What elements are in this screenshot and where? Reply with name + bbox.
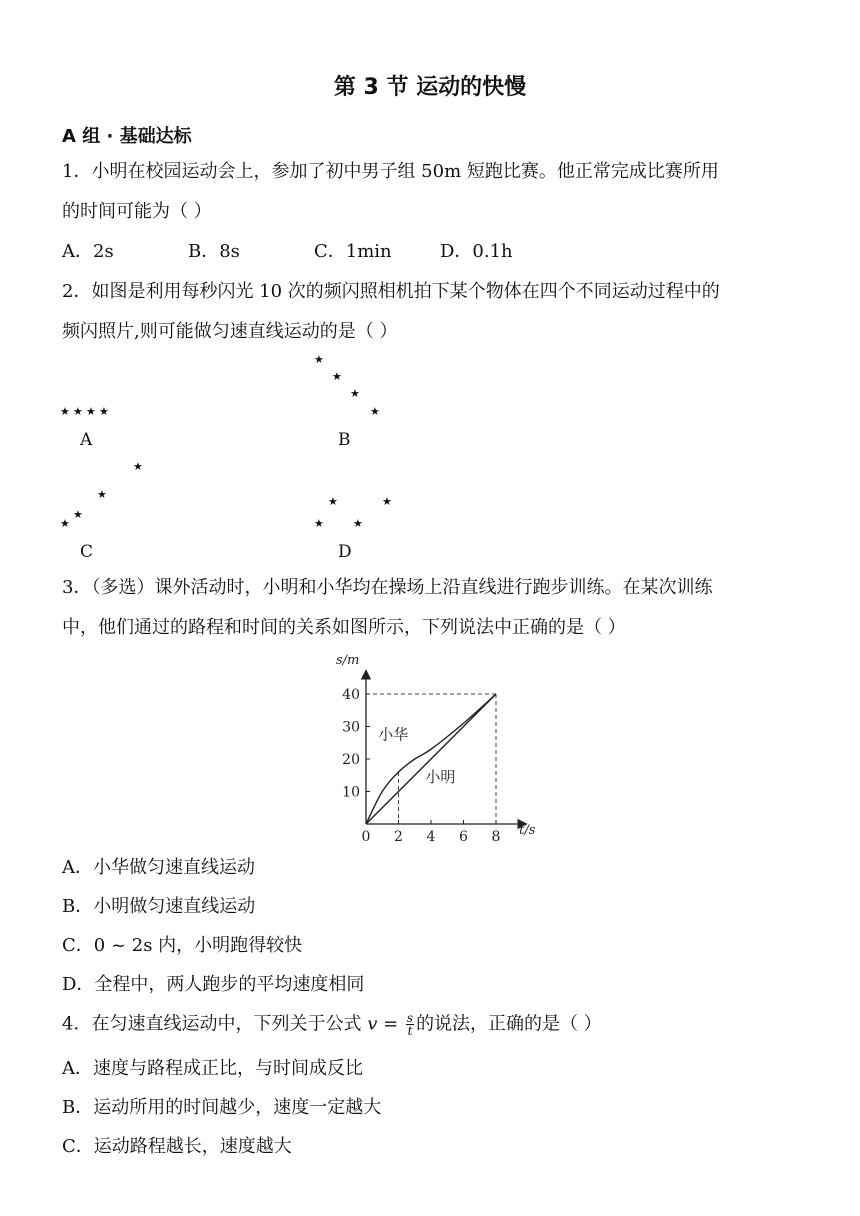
question-4-prefix: 4．在匀速直线运动中，下列关于公式 [62, 1013, 368, 1035]
x-tick-label: 2 [394, 829, 403, 845]
star-icon: ★ [328, 495, 338, 508]
distance-time-chart [330, 652, 536, 845]
star-icon: ★ [382, 495, 392, 508]
figure-label-a: A [80, 430, 93, 450]
star-icon: ★ [350, 387, 360, 400]
figure-label-d: D [338, 542, 352, 562]
question-1-option-c: C．1min [314, 241, 392, 262]
question-3-line-2: 中，他们通过的路程和时间的关系如图所示，下列说法中正确的是（ ） [62, 617, 626, 638]
question-4-suffix: 的说法，正确的是（ ） [416, 1013, 602, 1035]
question-1-option-a: A．2s [62, 241, 114, 262]
question-1-option-b: B．8s [188, 241, 240, 262]
y-tick-label: 40 [342, 687, 360, 703]
question-3-line-1: 3．（多选）课外活动时，小明和小华均在操场上沿直线进行跑步训练。在某次训练 [62, 577, 713, 598]
question-4-line-1 [62, 1012, 602, 1037]
y-tick-label: 30 [342, 719, 360, 736]
series-label-xiaoming: 小明 [425, 767, 456, 786]
figure-label-b: B [338, 430, 351, 450]
series-label-xiaohua: 小华 [378, 725, 409, 744]
x-tick-label: 8 [491, 829, 501, 845]
question-3-option-b: B．小明做匀速直线运动 [62, 896, 256, 917]
star-icon: ★ [133, 460, 143, 473]
question-1-option-d: D．0.1h [440, 241, 513, 262]
group-heading: A 组 · 基础达标 [62, 126, 192, 147]
star-icon: ★ [370, 405, 380, 418]
formula-equals: = [377, 1013, 404, 1035]
question-3-option-d: D．全程中，两人跑步的平均速度相同 [62, 974, 365, 995]
question-4-option-b: B．运动所用的时间越少，速度一定越大 [62, 1097, 382, 1118]
x-tick-label: 0 [361, 829, 371, 845]
star-icon: ★ [73, 508, 83, 521]
y-tick-label: 10 [342, 784, 360, 801]
formula-numerator: s [406, 1011, 414, 1025]
question-4-option-c: C．运动路程越长，速度越大 [62, 1136, 292, 1157]
star-icon: ★ [97, 488, 107, 501]
question-3-option-c: C．0 ~ 2s 内，小明跑得较快 [62, 935, 303, 956]
x-tick-label: 4 [426, 829, 436, 845]
formula-fraction [406, 1012, 414, 1037]
question-2-line-1: 2．如图是利用每秒闪光 10 次的频闪照相机拍下某个物体在四个不同运动过程中的 [62, 281, 720, 302]
star-icon: ★ [99, 405, 109, 418]
star-icon: ★ [314, 353, 324, 366]
x-axis-label: t/s [519, 823, 536, 838]
star-icon: ★ [60, 405, 70, 418]
star-icon: ★ [73, 405, 83, 418]
formula-denominator: t [407, 1024, 413, 1038]
formula-velocity: v [367, 1013, 378, 1035]
page-title: 第 3 节 运动的快慢 [333, 75, 527, 100]
series-line-1 [366, 694, 496, 824]
question-1-line-2: 的时间可能为（ ） [62, 201, 212, 222]
question-2-line-2: 频闪照片,则可能做匀速直线运动的是（ ） [62, 321, 398, 342]
question-1-line-1: 1．小明在校园运动会上，参加了初中男子组 50m 短跑比赛。他正常完成比赛所用 [62, 161, 719, 182]
figure-label-c: C [80, 542, 94, 562]
star-icon: ★ [332, 370, 342, 383]
y-tick-label: 20 [342, 752, 360, 768]
y-axis-label: s/m [336, 653, 360, 668]
star-icon: ★ [60, 517, 70, 530]
star-icon: ★ [314, 517, 324, 530]
question-4-option-a: A．速度与路程成正比，与时间成反比 [62, 1058, 363, 1079]
x-tick-label: 6 [459, 829, 468, 845]
star-icon: ★ [86, 405, 96, 418]
question-3-option-a: A．小华做匀速直线运动 [62, 857, 255, 878]
star-icon: ★ [353, 517, 363, 530]
